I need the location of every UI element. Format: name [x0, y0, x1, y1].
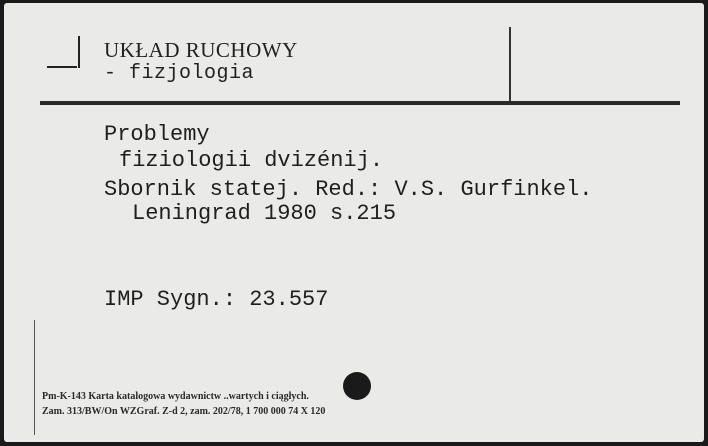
- punch-hole: [343, 372, 371, 400]
- entry-call-number: IMP Sygn.: 23.557: [104, 287, 329, 312]
- entry-collection-line: Sbornik statej. Red.: V.S. Gurfinkel.: [104, 177, 593, 202]
- entry-imprint-line: Leningrad 1980 s.215: [132, 201, 397, 226]
- card-footer-line-2: Zam. 313/BW/On WZGraf. Z-d 2, zam. 202/78, 1 700 000 74 X 120: [42, 406, 326, 417]
- entry-title-line-2: fiziologii dvizénij.: [119, 148, 384, 173]
- corner-mark-vertical: [78, 36, 80, 68]
- corner-mark-horizontal: [47, 66, 77, 68]
- heading-divider: [509, 27, 511, 102]
- card-footer-line-1: Pm-K-143 Karta katalogowa wydawnictw ..wartych i ciągłych.: [42, 391, 309, 402]
- entry-title-line-1: Problemy: [104, 122, 210, 147]
- subject-heading: UKŁAD RUCHOWY: [104, 38, 298, 62]
- card-edge-line: [34, 320, 35, 435]
- subject-subheading: - fizjologia: [104, 62, 255, 85]
- heading-rule: [40, 101, 680, 105]
